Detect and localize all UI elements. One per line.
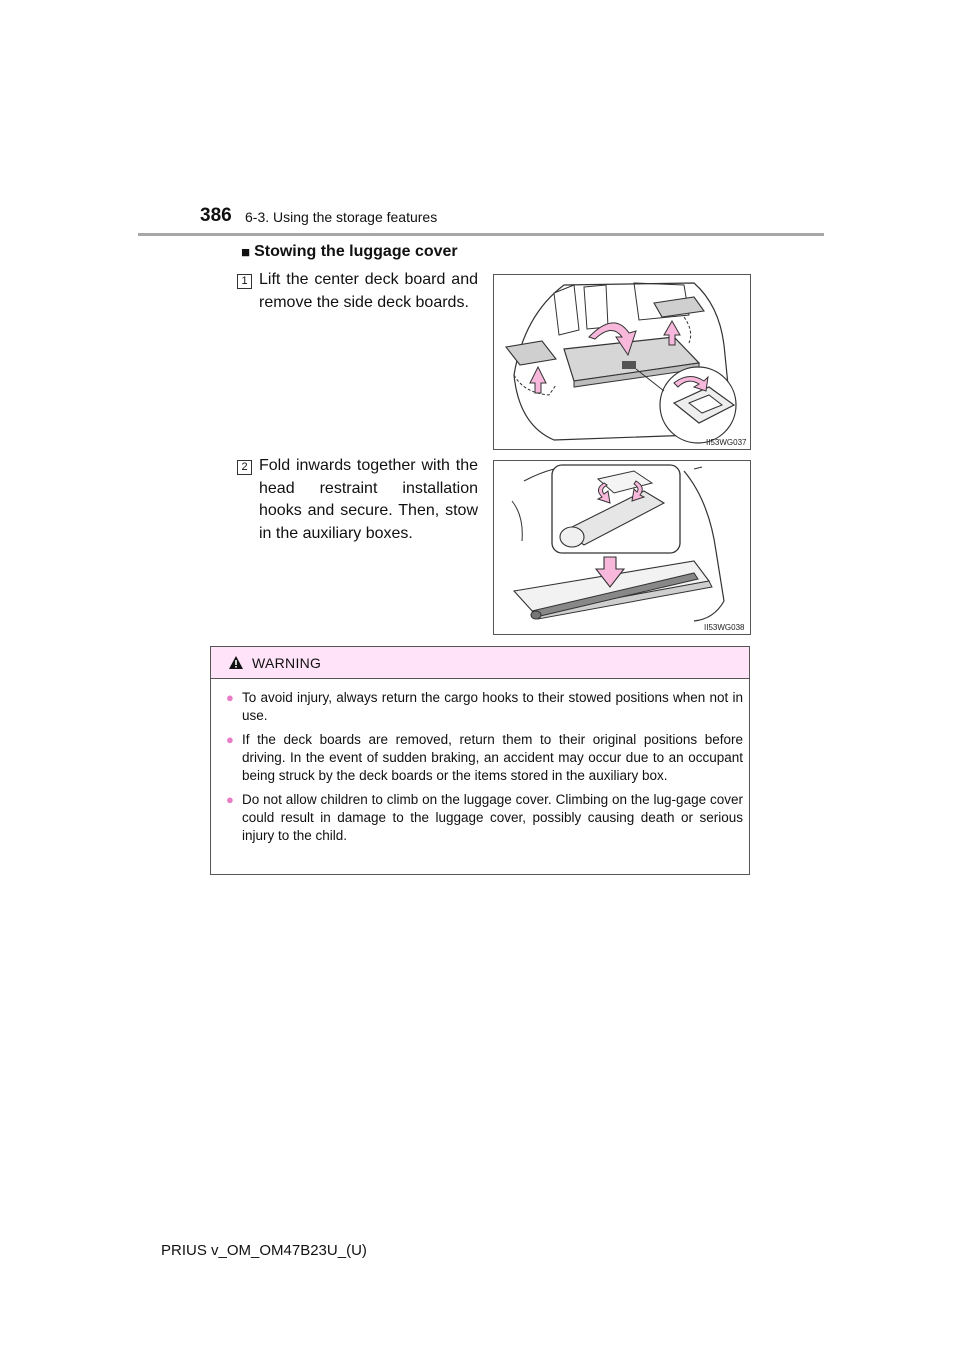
step-1-text: Lift the center deck board and remove the side deck boards. (259, 271, 478, 311)
document-footer: PRIUS v_OM_OM47B23U_(U) (161, 1242, 367, 1259)
illustration-code-2: II53WG038 (704, 623, 745, 632)
heading-marker: ■ (241, 243, 251, 261)
cargo-area-deck-boards-illustration (494, 275, 750, 449)
warning-item (226, 689, 743, 725)
header-divider (138, 233, 824, 236)
warning-triangle-icon (228, 655, 244, 670)
step-number-1: 1 (237, 274, 252, 289)
warning-header (211, 647, 749, 679)
section-title: 6-3. Using the storage features (245, 209, 438, 225)
warning-item (226, 731, 743, 785)
illustration-code-1: II53WG037 (706, 438, 747, 447)
warning-item-text: If the deck boards are removed, return them to their original positions before driving. In the event of sudden braking, an accident may occur due to an occupant being struck by the deck boards or the items stored in the auxiliary box. (242, 732, 743, 783)
step-number-2: 2 (237, 460, 252, 475)
warning-box (210, 646, 750, 875)
bullet-icon: ● (226, 732, 234, 747)
warning-title: WARNING (252, 654, 322, 671)
warning-item (226, 791, 743, 845)
warning-list (211, 679, 749, 845)
page-number: 386 (200, 205, 232, 226)
step-2-text: Fold inwards together with the head restraint installation hooks and secure. Then, stow in the auxiliary boxes. (259, 457, 478, 542)
section-heading (241, 243, 458, 261)
warning-item-text: To avoid injury, always return the cargo hooks to their stowed positions when not in use. (242, 690, 743, 723)
illustration-step-1 (493, 274, 751, 450)
warning-item-text: Do not allow children to climb on the luggage cover. Climbing on the lug-gage cover could result in damage to the luggage cover, possibly causing death or serious injury to the child. (242, 792, 743, 843)
heading-text: Stowing the luggage cover (254, 243, 458, 260)
illustration-step-2 (493, 460, 751, 635)
bullet-icon: ● (226, 690, 234, 705)
bullet-icon: ● (226, 792, 234, 807)
luggage-cover-stowing-illustration (494, 461, 750, 634)
